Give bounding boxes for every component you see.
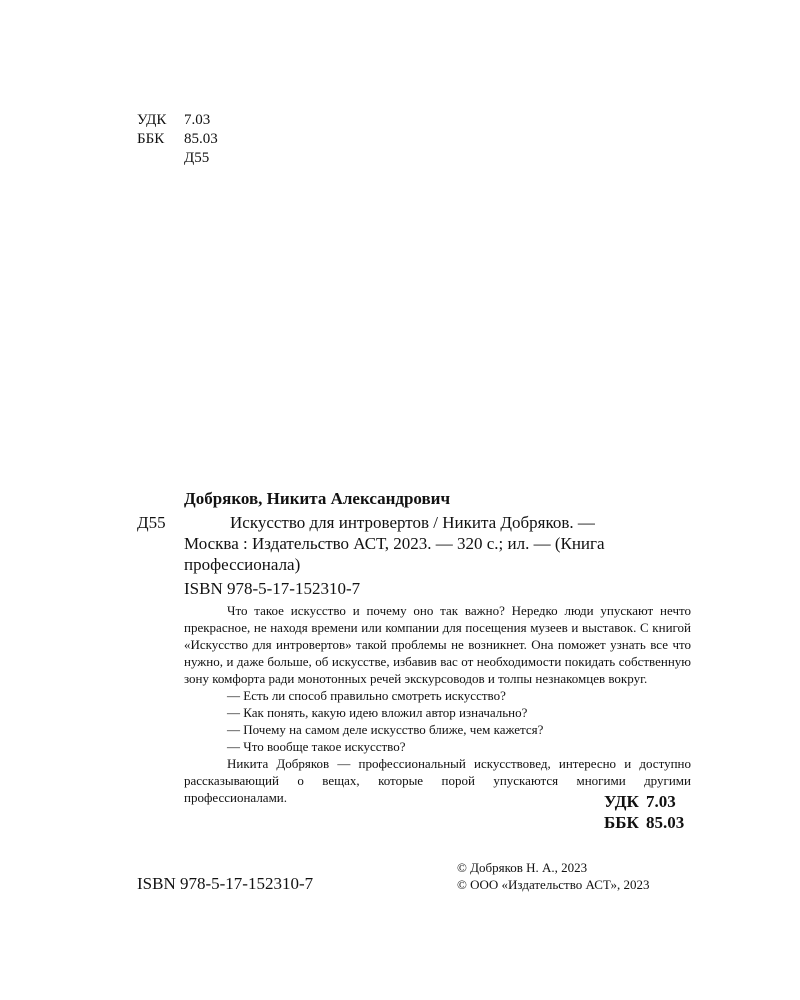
udk-row xyxy=(137,111,218,130)
copyright-author: © Добряков Н. А., 2023 xyxy=(457,860,588,875)
title-line-3: профессионала) xyxy=(184,555,301,574)
question-item: — Как понять, какую идею вложил автор изначально? xyxy=(227,705,528,720)
title-line-2: Москва : Издательство АСТ, 2023. — 320 с.; ил. — (Книга xyxy=(184,534,605,553)
annotation-paragraph: Что такое искусство и почему оно так важно? Нередко люди упускают нечто прекрасное, не находя времени или компании для посещения музеев и выставок. С книгой «Искусство для интровертов» такой проблемы не возникнет. Она поможет узнать все что нужно, и даже больше, об искусстве, избавив вас от необходимости покидать собственную зону комфорта ради монотонных речей экскурсоводов и толпы незнакомцев вокруг. xyxy=(184,603,691,686)
question-item: — Почему на самом деле искусство ближе, чем кажется? xyxy=(227,722,544,737)
copyright-block xyxy=(457,859,650,893)
isbn: ISBN 978-5-17-152310-7 xyxy=(184,579,361,598)
bottom-udk-label: УДК xyxy=(604,792,639,811)
bottom-bbk-label: ББК xyxy=(604,813,639,832)
bbk-row xyxy=(137,130,218,149)
udk-value: 7.03 xyxy=(184,112,211,128)
bottom-classification-codes xyxy=(604,791,684,833)
bottom-bbk-row xyxy=(604,812,684,833)
author-mark-row xyxy=(137,149,218,168)
footer-isbn: ISBN 978-5-17-152310-7 xyxy=(137,874,314,893)
annotation xyxy=(184,602,691,806)
question-item: — Что вообще такое искусство? xyxy=(227,739,406,754)
bbk-value: 85.03 xyxy=(184,131,218,147)
bottom-udk-value: 7.03 xyxy=(646,792,676,811)
bbk-label: ББК xyxy=(137,131,165,147)
classification-codes xyxy=(137,111,218,168)
bottom-bbk-value: 85.03 xyxy=(646,813,685,832)
bottom-udk-row xyxy=(604,791,684,812)
copyright-publisher: © ООО «Издательство АСТ», 2023 xyxy=(457,877,650,892)
author-mark: Д55 xyxy=(184,150,210,166)
question-item: — Есть ли способ правильно смотреть искусство? xyxy=(227,688,506,703)
author-heading: Добряков, Никита Александрович xyxy=(184,489,451,508)
bibliographic-description xyxy=(184,512,690,575)
author-bio-paragraph: Никита Добряков — профессиональный искусствовед, интересно и доступно рассказывающий о вещах, которые порой упускаются многими другими профессионалами. xyxy=(184,756,691,805)
title-line-1: Искусство для интровертов / Никита Добряков. — xyxy=(230,513,595,532)
side-author-mark: Д55 xyxy=(137,513,166,532)
udk-label: УДК xyxy=(137,112,167,128)
